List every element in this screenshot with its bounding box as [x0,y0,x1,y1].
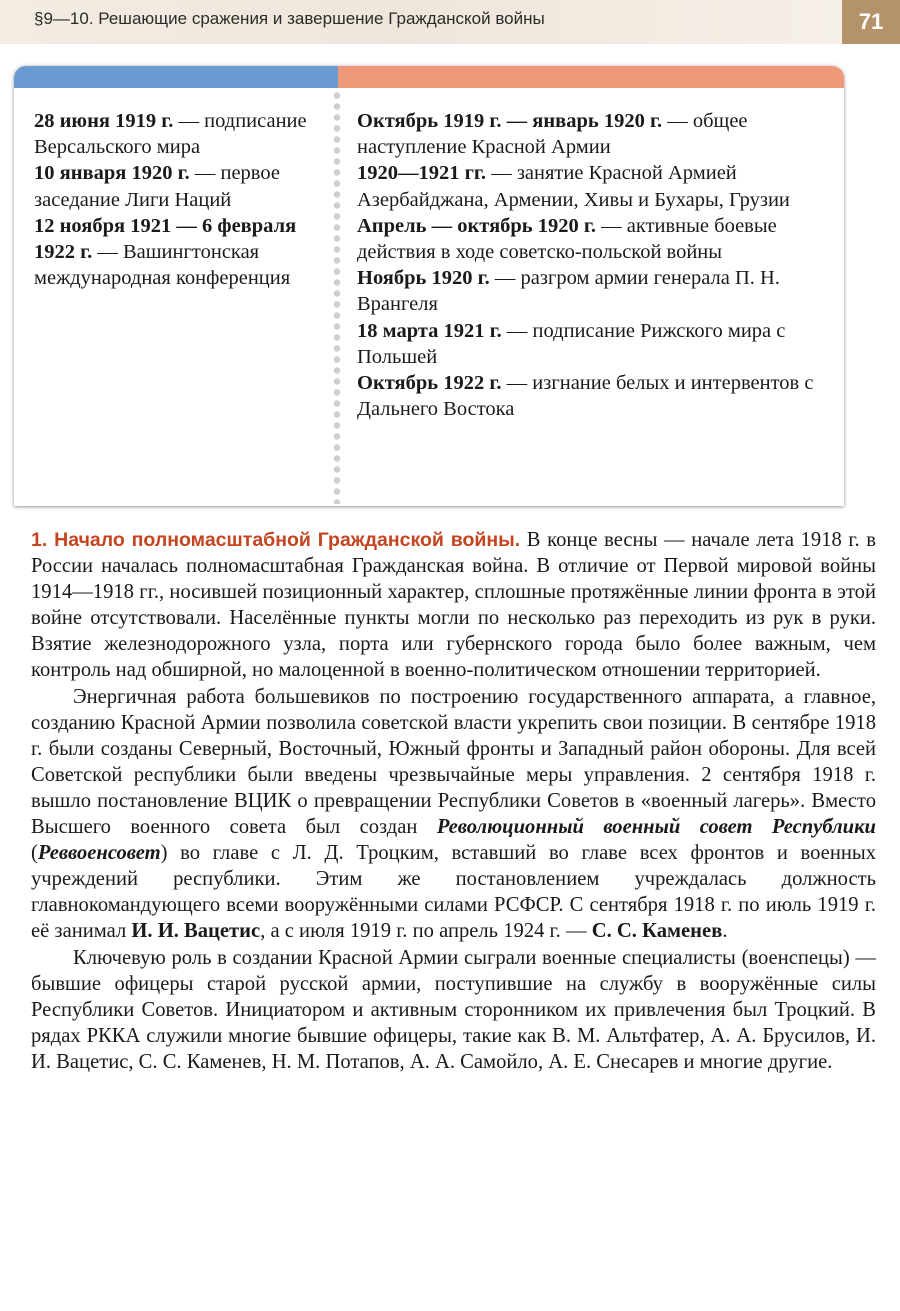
timeline-right-column [357,108,841,422]
entry-text: — разгром армии генерала П. Н. Врангеля [357,267,780,316]
right-column-stripe [338,66,844,88]
entry-date: 1920—1921 гг. [357,162,487,185]
entry-text: — занятие Красной Армией Азербайджана, Армении, Хивы и Бухары, Грузии [357,162,790,211]
timeline-card [14,66,844,506]
entry-date: 28 июня 1919 г. [34,110,174,132]
left-column-stripe [14,66,338,88]
paragraph-3 [31,945,876,1075]
paragraph-2-text: Энергичная работа большевиков по построению государственного аппарата, а главное, созданию Красной Армии позволила советской власти укрепить свои позиции. В сентябре 1918 г. были созданы Северный, Восточный, Южный фронты и Западный район обороны. Для всей Советской республики были введены чрезвычайные меры управления. 2 сентября 1918 г. вышло постановление ВЦИК о превращении Республики Советов в «военный лагерь». Вместо Высшего военного совета был создан [31,685,876,839]
paragraph-2-text: ( [31,842,38,865]
entry-text: — первое заседание Лиги Наций [34,162,280,211]
timeline-entry [357,265,841,317]
entry-text: — изгнание белых и интервентов с Дальнего Востока [357,372,814,421]
paragraph-2-text: , а с июля 1919 г. по апрель 1924 г. — [260,920,592,943]
timeline-entry [357,108,841,160]
timeline-entry [357,160,841,212]
timeline-entry [357,370,841,422]
entry-text: — общее наступление Красной Армии [357,110,748,159]
entry-date: Ноябрь 1920 г. [357,267,490,290]
timeline-entry [34,108,326,160]
paragraph-1-text: В конце весны — начале лета 1918 г. в России началась полномасштабная Гражданская война. В отличие от Первой мировой войны 1914—1918 гг., носившей позиционный характер, сплошные протяжённые линии фронта в этой войне отсутствовали. Населённые пункты могли по несколько раз переходить из рук в руки. Взятие железнодорожного узла, порта или губернского города было более важным, чем контроль над обширной, но малоценной в военно-политическом отношении территорией. [31,529,876,682]
page-number: 71 [842,0,900,44]
section-heading: 1. Начало полномасштабной Гражданской войны. [31,529,521,551]
term-revvoensovet-full: Революционный военный совет Республики [436,816,876,839]
entry-text: — подписание Версальского мира [34,110,307,159]
entry-date: 18 марта 1921 г. [357,319,502,342]
person-kamenev: С. С. Каменев [591,920,723,943]
entry-text: — Вашингтонская международная конференция [34,241,291,290]
section-body [31,527,876,1075]
timeline-left-column [34,108,326,291]
entry-text: — подписание Рижского мира с Польшей [357,319,786,368]
page-header [0,0,900,44]
timeline-entry [357,213,841,265]
timeline-entry [34,213,326,292]
timeline-entry [357,318,841,370]
entry-date: 10 января 1920 г. [34,162,190,185]
paragraph-3-text: Ключевую роль в создании Красной Армии сыграли военные специалисты (военспецы) — бывшие офицеры старой русской армии, поступившие на службу в вооружённые силы Республики Советов. Инициатором и активным сторонником их привлечения был Троцкий. В рядах РККА служили многие бывшие офицеры, такие как В. М. Альтфатер, А. А. Брусилов, И. И. Вацетис, С. С. Каменев, Н. М. Потапов, А. А. Самойло, А. Е. Снесарев и многие другие. [31,946,876,1073]
entry-date: 12 ноября 1921 — 6 февраля 1922 г. [34,214,297,264]
entry-text: — активные боевые действия в ходе советско-польской войны [357,214,777,264]
entry-date: Октябрь 1922 г. [357,372,502,395]
person-vatsetis: И. И. Вацетис [131,920,261,943]
paragraph-2 [31,684,876,945]
timeline-entry [34,160,326,212]
chapter-title: §9—10. Решающие сражения и завершение Гражданской войны [34,9,545,28]
paragraph-1 [31,527,876,684]
entry-date: Октябрь 1919 г. — январь 1920 г. [357,110,663,132]
dotted-divider [333,90,341,504]
paragraph-2-text: . [722,920,728,943]
paragraph-2-text: ) во главе с Л. Д. Троцким, вставший во главе всех фронтов и военных учреждений республики. Этим же постановлением учреждалась должность главнокомандующего всеми вооружёнными силами РСФСР. С сентября 1918 г. по июль 1919 г. её занимал [31,842,876,943]
term-revvoensovet-short: Реввоенсовет [37,842,161,865]
entry-date: Апрель — октябрь 1920 г. [357,214,597,237]
